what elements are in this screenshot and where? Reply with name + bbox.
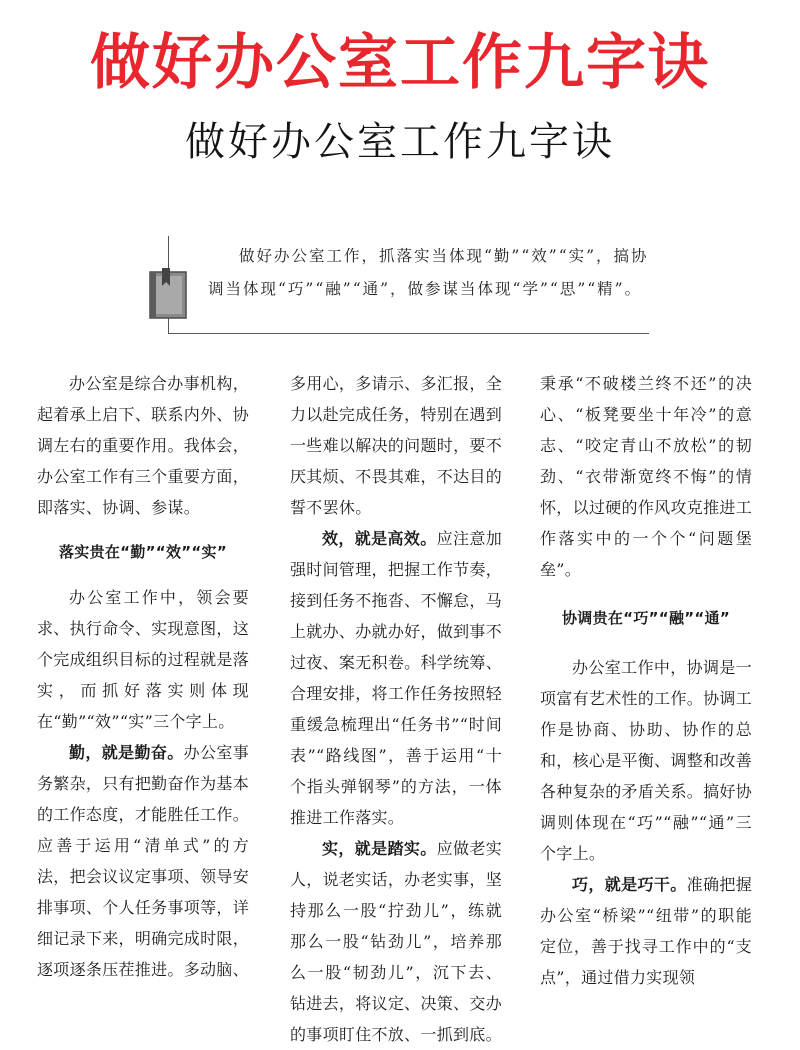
paragraph: [540, 869, 752, 993]
paragraph-text: 准确把握办公室“桥梁”“纽带”的职能定位，善于找寻工作中的“支点”，通过借力实现领: [540, 875, 753, 987]
paragraph-text: 应注意加强时间管理，把握工作节奏，接到任务不拖沓、不懈怠，马上就办、办就办好，做到事不过夜、案无积卷。科学统筹、合理安排，将工作任务按照轻重缓急梳理出“任务书”“时间表”“路线图”，善于运用“十个指头弹钢琴”的方法，一体推进工作落实。: [290, 529, 503, 827]
paragraph: 办公室是综合办事机构，起着承上启下、联系内外、协调左右的重要作用。我体会，办公室工作有三个重要方面，即落实、协调、参谋。: [37, 374, 249, 517]
paragraph-lead: 效，就是高效。: [322, 529, 437, 548]
paragraph-lead: 勤，就是勤奋。: [69, 743, 184, 762]
column-3: [540, 368, 752, 993]
paragraph: [290, 523, 502, 833]
section-heading-implementation: 落实贵在“勤”“效”“实”: [58, 543, 228, 561]
paragraph: 办公室工作中，领会要求、执行命令、实现意图，这个完成组织目标的过程就是落实，而抓好落实则体现在“勤”“效”“实”三个字上。: [37, 588, 249, 731]
paragraph-text: 办公室事务繁杂，只有把勤奋作为基本的工作态度，才能胜任工作。应善于运用“清单式”的方法，把会议议定事项、领导安排事项、个人任务事项等，详细记录下来，明确完成时限，逐项逐条压茬推进。多动脑、: [37, 743, 250, 979]
paragraph-text: 应做老实人，说老实话，办老实事，坚持那么一股“拧劲儿”，练就那么一股“钻劲儿”，培养那么一股“韧劲儿”，沉下去、钻进去，将议定、决策、交办的事项盯住不放、一抓到底。: [290, 839, 503, 1044]
section-heading-coordination: 协调贵在“巧”“融”“通”: [561, 609, 731, 627]
paragraph-lead: 巧，就是巧干。: [572, 875, 687, 894]
paragraph: 多用心，多请示、多汇报，全力以赴完成任务，特别在遇到一些难以解决的问题时，要不厌其烦、不畏其难，不达目的誓不罢休。: [290, 374, 502, 517]
column-1: [37, 368, 249, 985]
paragraph: 办公室工作中，协调是一项富有艺术性的工作。协调工作是协商、协助、协作的总和，核心是平衡、调整和改善各种复杂的矛盾关系。搞好协调则体现在“巧”“融”“通”三个字上。: [540, 658, 752, 863]
paragraph: [37, 737, 249, 985]
article-title: 做好办公室工作九字诀: [185, 119, 615, 165]
banner-title: 做好办公室工作九字诀: [90, 28, 710, 98]
book-icon: [148, 266, 192, 322]
intro-text: 做好办公室工作，抓落实当体现“勤”“效”“实”，搞协调当体现“巧”“融”“通”，做参谋当体现“学”“思”“精”。: [208, 247, 649, 298]
paragraph: [290, 833, 502, 1050]
paragraph: 秉承“不破楼兰终不还”的决心、“板凳要坐十年冷”的意志、“咬定青山不放松”的韧劲、“衣带渐宽终不悔”的情怀，以过硬的作风攻克推进工作落实中的一个个“问题堡垒”。: [540, 374, 752, 579]
column-2: [290, 368, 502, 1050]
paragraph-lead: 实，就是踏实。: [322, 839, 437, 858]
